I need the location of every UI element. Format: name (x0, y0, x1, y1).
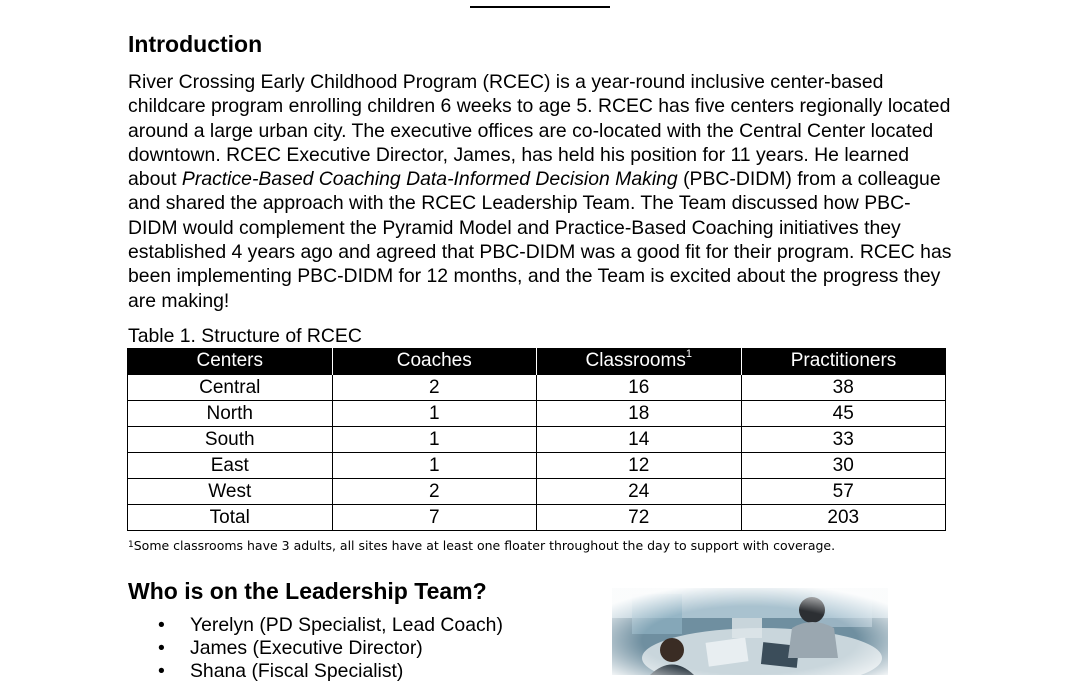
cell-practitioners: 45 (741, 401, 946, 427)
header-classrooms-label: Classrooms (585, 350, 686, 371)
team-meeting-photo (612, 588, 888, 675)
cell-classrooms: 12 (537, 453, 742, 479)
cell-classrooms: 24 (537, 479, 742, 505)
cell-coaches: 1 (332, 453, 537, 479)
header-footnote-mark: 1 (685, 348, 692, 360)
cell-center: West (128, 479, 333, 505)
meeting-illustration (612, 588, 888, 675)
cell-coaches: 2 (332, 375, 537, 401)
list-item: • Yerelyn (PD Specialist, Lead Coach) (150, 614, 503, 637)
table-row (128, 375, 946, 401)
cell-center: South (128, 427, 333, 453)
cell-coaches: 7 (332, 505, 537, 531)
cell-center: East (128, 453, 333, 479)
footnote-mark: 1 (128, 540, 134, 550)
list-item: • James (Executive Director) (150, 637, 503, 660)
cell-coaches: 1 (332, 427, 537, 453)
cell-practitioners: 203 (741, 505, 946, 531)
intro-italic-title: Practice-Based Coaching Data-Informed Decision Making (181, 168, 678, 191)
cell-classrooms: 16 (537, 375, 742, 401)
list-item: • Shana (Fiscal Specialist) (150, 660, 503, 683)
table-row (128, 401, 946, 427)
introduction-heading: Introduction (128, 31, 263, 57)
cell-classrooms: 14 (537, 427, 742, 453)
table-caption: Table 1. Structure of RCEC (128, 325, 362, 347)
table-row (128, 479, 946, 505)
table-header-row (128, 348, 946, 375)
structure-table (127, 348, 946, 531)
cell-coaches: 1 (332, 401, 537, 427)
leadership-list (150, 614, 503, 683)
header-coaches: Coaches (332, 348, 537, 375)
cell-practitioners: 30 (741, 453, 946, 479)
cell-center: Central (128, 375, 333, 401)
header-centers: Centers (128, 348, 333, 375)
introduction-paragraph (128, 70, 958, 313)
table-footnote (128, 538, 835, 554)
table-row (128, 453, 946, 479)
header-classrooms (537, 348, 742, 375)
cell-coaches: 2 (332, 479, 537, 505)
cell-practitioners: 33 (741, 427, 946, 453)
cell-practitioners: 57 (741, 479, 946, 505)
intro-text-part2: (PBC-DIDM) from a colleague and shared the approach with the RCEC Leadership Team. The Team discussed how PBC-DIDM would complement the Pyramid Model and Practice-Based Coaching initiatives they established 4 years ago and agreed that PBC-DIDM was a good fit for their program. RCEC has been implementing PBC-DIDM for 12 months, and the Team is excited about the progress they are making! (128, 168, 952, 312)
cell-center: Total (128, 505, 333, 531)
cell-center: North (128, 401, 333, 427)
table-row-total (128, 505, 946, 531)
cell-classrooms: 72 (537, 505, 742, 531)
leadership-heading: Who is on the Leadership Team? (128, 578, 487, 604)
cell-practitioners: 38 (741, 375, 946, 401)
table-row (128, 427, 946, 453)
intro-text-part1: River Crossing Early Childhood Program (RCEC) is a year-round inclusive center-based childcare program enrolling children 6 weeks to age 5. RCEC has five centers regionally located around a large urban city. The executive offices are co-located with the Central Center located downtown. RCEC Executive Director, James, has held his position for 11 years. He learned about (128, 71, 951, 191)
cell-classrooms: 18 (537, 401, 742, 427)
header-practitioners: Practitioners (741, 348, 946, 375)
footnote-text: Some classrooms have 3 adults, all sites have at least one floater throughout the day to support with coverage. (133, 538, 836, 553)
top-rule (470, 6, 610, 8)
